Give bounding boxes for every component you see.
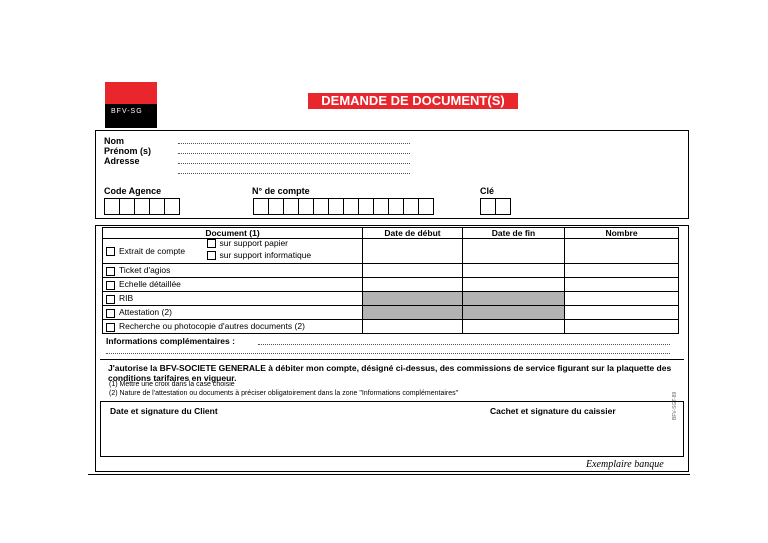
date-fin-cell[interactable] [463, 239, 565, 264]
adresse-label: Adresse [104, 156, 140, 166]
adresse-field-2[interactable] [178, 173, 410, 174]
col-document: Document (1) [103, 228, 363, 239]
support-info-label: sur support informatique [219, 249, 312, 260]
checkbox[interactable] [106, 247, 115, 256]
cle-cells[interactable] [480, 198, 510, 215]
date-fin-cell[interactable] [463, 278, 565, 292]
table-row [103, 320, 679, 334]
nombre-cell[interactable] [565, 264, 679, 278]
nombre-cell[interactable] [565, 239, 679, 264]
bottom-rule [88, 474, 690, 475]
row-label: Attestation (2) [119, 307, 172, 318]
disabled-cell [463, 306, 565, 320]
date-debut-cell[interactable] [363, 264, 463, 278]
code-agence-cells[interactable] [104, 198, 179, 215]
date-fin-cell[interactable] [463, 320, 565, 334]
nombre-cell[interactable] [565, 306, 679, 320]
authorization-text: J'autorise la BFV-SOCIETE GENERALE à débiter mon compte, désigné ci-dessus, des commissions de service figurant sur la plaquette des conditions tarifaires en vigueur. [108, 363, 672, 383]
logo [105, 82, 157, 128]
checkbox[interactable] [106, 267, 115, 276]
table-row [103, 239, 679, 264]
compte-cells[interactable] [253, 198, 433, 215]
note-2: (2) Nature de l'attestation ou documents à préciser obligatoirement dans la zone "Informations complémentaires" [109, 390, 459, 397]
extrait-label: Extrait de compte [119, 245, 186, 256]
checkbox[interactable] [207, 239, 216, 248]
disabled-cell [363, 306, 463, 320]
form-title: DEMANDE DE DOCUMENT(S) [308, 93, 518, 109]
row-label: Echelle détaillée [119, 279, 181, 290]
logo-red-band [105, 82, 157, 104]
table-row [103, 306, 679, 320]
row-label: RIB [119, 293, 134, 304]
code-agence-label: Code Agence [104, 186, 162, 196]
row-label: Ticket d'agios [119, 265, 171, 276]
divider [100, 359, 684, 360]
checkbox[interactable] [106, 323, 115, 332]
info-field-2[interactable] [106, 353, 670, 354]
table-row [103, 278, 679, 292]
table-row [103, 292, 679, 306]
client-signature-label: Date et signature du Client [110, 406, 218, 416]
support-options [207, 238, 312, 261]
info-field[interactable] [258, 344, 670, 345]
adresse-field[interactable] [178, 163, 410, 164]
cashier-signature-label: Cachet et signature du caissier [490, 406, 616, 416]
col-nombre: Nombre [565, 228, 679, 239]
support-papier-label: sur support papier [219, 237, 289, 248]
document-table [102, 227, 679, 334]
reference-code: BFV-SGT-89 [672, 391, 678, 420]
col-date-fin: Date de fin [463, 228, 565, 239]
cle-label: Clé [480, 186, 495, 196]
checkbox[interactable] [106, 309, 115, 318]
date-debut-cell[interactable] [363, 320, 463, 334]
checkbox[interactable] [106, 295, 115, 304]
date-debut-cell[interactable] [363, 239, 463, 264]
date-debut-cell[interactable] [363, 278, 463, 292]
checkbox[interactable] [106, 281, 115, 290]
checkbox[interactable] [207, 251, 216, 260]
exemplaire-label: Exemplaire banque [586, 459, 664, 470]
nombre-cell[interactable] [565, 320, 679, 334]
note-1: (1) Mettre une croix dans la case choisie [109, 381, 235, 388]
nom-field[interactable] [178, 143, 410, 144]
prenom-label: Prénom (s) [104, 146, 152, 156]
disabled-cell [463, 292, 565, 306]
prenom-field[interactable] [178, 153, 410, 154]
row-label: Recherche ou photocopie d'autres documents (2) [119, 321, 305, 332]
compte-label: N° de compte [252, 186, 310, 196]
logo-text: BFV-SG [111, 108, 143, 115]
nombre-cell[interactable] [565, 292, 679, 306]
extrait-cell [103, 239, 363, 264]
date-fin-cell[interactable] [463, 264, 565, 278]
disabled-cell [363, 292, 463, 306]
nom-label: Nom [104, 136, 124, 146]
info-label: Informations complémentaires : [106, 336, 235, 346]
nombre-cell[interactable] [565, 278, 679, 292]
col-date-debut: Date de début [363, 228, 463, 239]
table-row [103, 264, 679, 278]
